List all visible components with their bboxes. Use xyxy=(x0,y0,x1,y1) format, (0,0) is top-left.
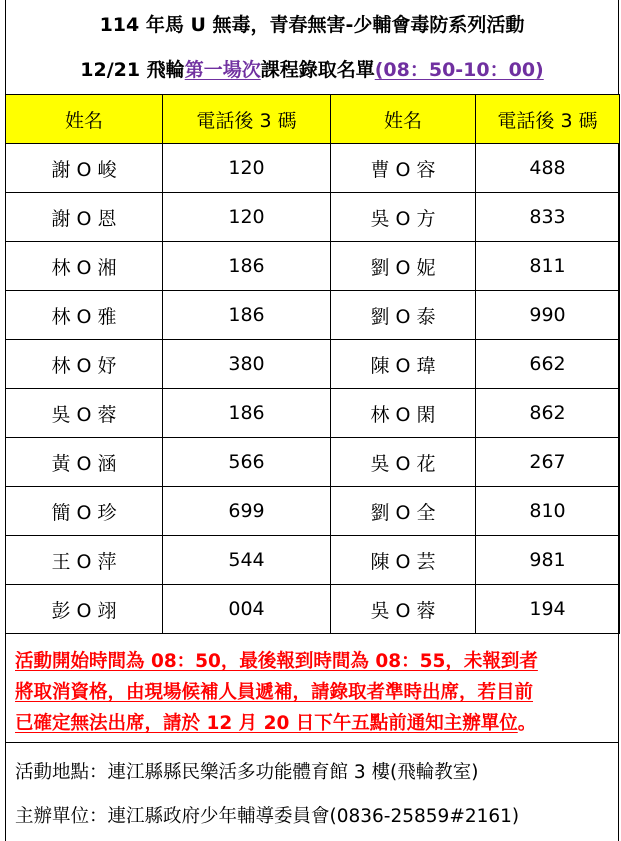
header-phone-1: 電話後 3 碼 xyxy=(163,95,331,144)
name-cell: 吳 O 蓉 xyxy=(6,389,163,438)
document-sheet xyxy=(5,0,619,841)
title-middle: 課程錄取名單 xyxy=(260,59,375,81)
name-cell: 劉 O 妮 xyxy=(331,242,476,291)
table-row xyxy=(6,144,620,193)
organizer-text: 主辦單位：連江縣政府少年輔導委員會(0836-25859#2161) xyxy=(15,806,520,827)
table-row xyxy=(6,487,620,536)
header-phone-2: 電話後 3 碼 xyxy=(476,95,620,144)
phone-cell: 544 xyxy=(163,536,331,585)
header-name-2: 姓名 xyxy=(331,95,476,144)
table-row xyxy=(6,242,620,291)
title-session: 第一場次 xyxy=(184,59,261,81)
name-cell: 陳 O 芸 xyxy=(331,536,476,585)
phone-cell: 120 xyxy=(163,193,331,242)
title-line1: 114 年馬 U 無毒，青春無害-少輔會毒防系列活動 xyxy=(99,14,525,36)
phone-cell: 699 xyxy=(163,487,331,536)
phone-cell: 862 xyxy=(476,389,620,438)
name-cell: 林 O 湘 xyxy=(6,242,163,291)
name-cell: 彭 O 翊 xyxy=(6,585,163,634)
phone-cell: 810 xyxy=(476,487,620,536)
name-cell: 簡 O 珍 xyxy=(6,487,163,536)
table-row xyxy=(6,389,620,438)
divider xyxy=(6,742,618,743)
table-row xyxy=(6,291,620,340)
name-cell: 林 O 雅 xyxy=(6,291,163,340)
title-time: (08：50-10：00) xyxy=(374,59,544,81)
phone-cell: 380 xyxy=(163,340,331,389)
name-cell: 劉 O 泰 xyxy=(331,291,476,340)
phone-cell: 194 xyxy=(476,585,620,634)
phone-cell: 981 xyxy=(476,536,620,585)
phone-cell: 004 xyxy=(163,585,331,634)
header-name-1: 姓名 xyxy=(6,95,163,144)
notice-line1: 活動開始時間為 08：50，最後報到時間為 08：55，未報到者 xyxy=(15,651,538,672)
name-cell: 謝 O 峻 xyxy=(6,144,163,193)
title-line2 xyxy=(6,55,618,82)
phone-cell: 186 xyxy=(163,242,331,291)
notice-line2: 將取消資格，由現場候補人員遞補，請錄取者準時出席，若目前 xyxy=(15,682,534,703)
table-row xyxy=(6,438,620,487)
notice-text xyxy=(15,646,615,739)
phone-cell: 833 xyxy=(476,193,620,242)
admission-table xyxy=(5,94,620,634)
name-cell: 黃 O 涵 xyxy=(6,438,163,487)
phone-cell: 186 xyxy=(163,291,331,340)
table-row xyxy=(6,585,620,634)
table-row xyxy=(6,193,620,242)
venue-text: 活動地點：連江縣縣民樂活多功能體育館 3 樓(飛輪教室) xyxy=(15,762,479,783)
title-date-prefix: 12/21 飛輪 xyxy=(80,59,185,81)
phone-cell: 566 xyxy=(163,438,331,487)
phone-cell: 186 xyxy=(163,389,331,438)
phone-cell: 120 xyxy=(163,144,331,193)
notice-end: 。 xyxy=(517,713,537,734)
phone-cell: 267 xyxy=(476,438,620,487)
name-cell: 謝 O 恩 xyxy=(6,193,163,242)
notice-line3: 已確定無法出席，請於 12 月 20 日下午五點前通知主辦單位 xyxy=(15,713,518,734)
phone-cell: 662 xyxy=(476,340,620,389)
table-header-row xyxy=(6,95,620,144)
name-cell: 陳 O 瑋 xyxy=(331,340,476,389)
table-row xyxy=(6,340,620,389)
name-cell: 吳 O 方 xyxy=(331,193,476,242)
name-cell: 吳 O 蓉 xyxy=(331,585,476,634)
phone-cell: 488 xyxy=(476,144,620,193)
name-cell: 林 O 妤 xyxy=(6,340,163,389)
table-row xyxy=(6,536,620,585)
phone-cell: 811 xyxy=(476,242,620,291)
phone-cell: 990 xyxy=(476,291,620,340)
name-cell: 吳 O 花 xyxy=(331,438,476,487)
notice-line3-wrap xyxy=(15,708,615,739)
name-cell: 王 O 萍 xyxy=(6,536,163,585)
name-cell: 劉 O 全 xyxy=(331,487,476,536)
name-cell: 林 O 閑 xyxy=(331,389,476,438)
name-cell: 曹 O 容 xyxy=(331,144,476,193)
